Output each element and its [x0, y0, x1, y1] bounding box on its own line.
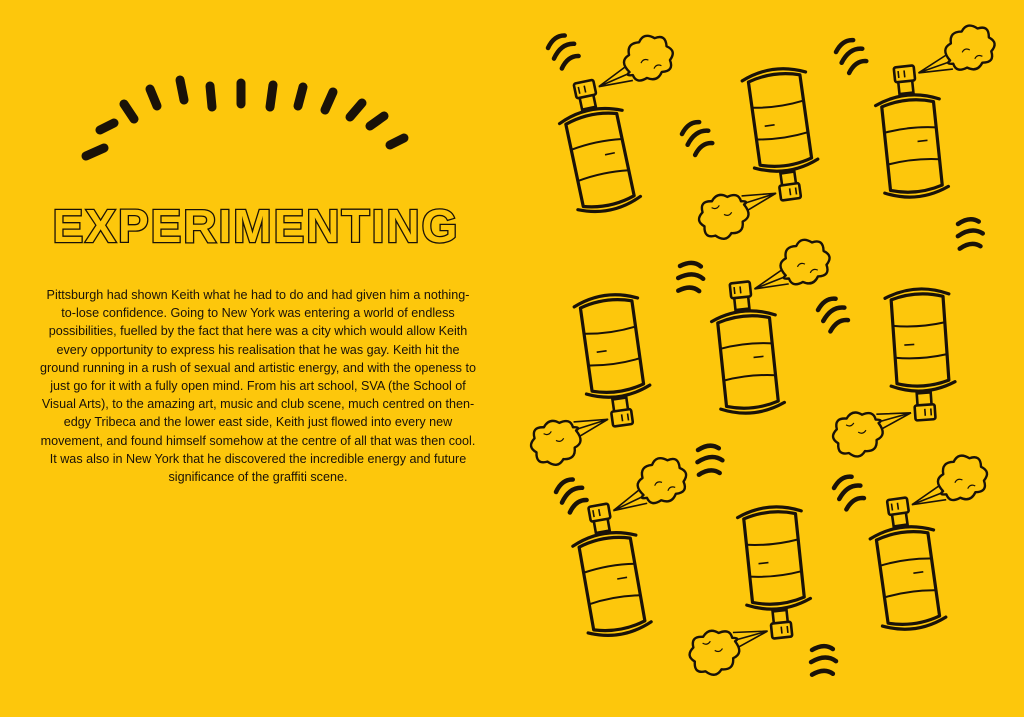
motion-lines-icon	[673, 259, 707, 297]
spray-cloud-icon	[744, 233, 836, 302]
spray-cloud-icon	[526, 406, 616, 470]
page-title: EXPERIMENTING	[52, 200, 460, 252]
spray-cloud-icon	[601, 450, 693, 523]
motion-lines-icon	[816, 296, 850, 333]
body-paragraph: Pittsburgh had shown Keith what he had to do and had given him a nothing-to-lose confidence. Going to New York was entering a world of endless possibilities, fuelled by the fact that here was a city which would allow Keith every opportunity to express his realisation that he was gay. Keith hit the ground running in a rush of sexual and artistic energy, and with the openess to just go for it with a fully open mind. From his art school, SVA (the School of Visual Arts), to the amazing art, music and club scene, much centred on then-edgy Tribeca and the lower east side, Keith just flowed into every new movement, and found himself somehow at the centre of all that was then cool. It was also in New York that he discovered the incredible energy and future significance of the graffiti scene.	[40, 288, 476, 485]
spray-can-icon	[545, 27, 706, 216]
spray-cloud-icon	[685, 617, 775, 679]
spray-can-icon	[672, 504, 817, 680]
motion-lines-icon	[546, 32, 581, 70]
spray-cloud-icon	[902, 449, 994, 518]
motion-lines-icon	[834, 37, 868, 75]
spray-can-icon	[560, 449, 716, 640]
spray-cloud-icon	[829, 399, 919, 461]
spray-cloud-icon	[588, 29, 680, 100]
motion-lines-icon	[693, 443, 725, 479]
spray-cloud-icon	[909, 20, 1000, 87]
spray-can-icon	[860, 448, 1011, 633]
motion-lines-icon	[680, 119, 714, 157]
motion-lines-icon	[554, 476, 589, 514]
spray-cloud-icon	[694, 180, 784, 244]
motion-lines-icon	[832, 474, 866, 511]
right-page	[512, 0, 1024, 717]
spray-can-icon	[868, 19, 1014, 200]
spray-can-icon	[820, 287, 960, 462]
spray-can-icon	[704, 232, 850, 416]
spray-can-icon	[512, 291, 659, 471]
spray-can-pattern	[512, 0, 1024, 717]
motion-lines-icon	[806, 643, 839, 680]
dash-arc-icon	[0, 0, 512, 200]
spray-can-icon	[677, 65, 827, 245]
motion-lines-icon	[954, 217, 985, 252]
